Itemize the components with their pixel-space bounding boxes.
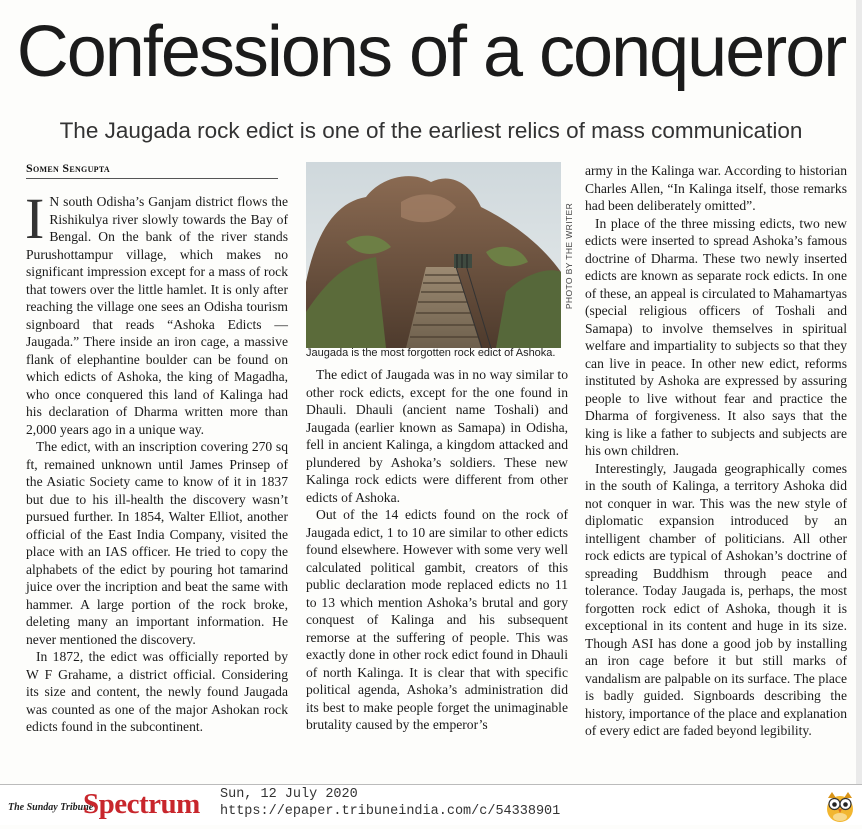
paragraph: Out of the 14 edicts found on the rock of Jaugada edict, 1 to 10 are similar to other edicts found elsewhere. However with some very well calculated political gambit, creators of this public declaration mode replaced edicts no 11 to 13 which mention Ashoka’s brutal and gory conquest of Kalinga and his subsequent remorse at the suffering of people. This was exactly done in other rock edict found in Dhauli of north Kalinga. It is clear that with specific political agenda, Ashoka’s administration did its best to make people forget the unimaginable brutality caused by the emperor’s [306, 507, 568, 732]
article-photo [306, 162, 561, 348]
section-name: Spectrum [83, 788, 200, 820]
drop-cap: I [25, 186, 45, 251]
publication-name: The Sunday Tribune [8, 802, 94, 813]
paragraph: In 1872, the edict was officially reported by W F Grahame, a district official. Considering its size and content, the newly found Jaugada was counted as one of the major Ashokan rock edicts found in the subcontinent. [26, 649, 288, 734]
rock-steps-photo [306, 162, 561, 348]
paragraph [25, 186, 288, 438]
paragraph: In place of the three missing edicts, two new edicts were inserted to spread Ashoka’s famous doctrine of Dharma. These two newly inserted edicts are known as separate rock edicts. In one of these, an appeal is circulated to Mahamartyas (special religious officers of Toshali and Samapa) to involve themselves in spiritual welfare and impartiality to subjects so that they can live in peace. In other new edict, reforms instituted by Ashoka are expressed by assuring people to live without fear and practice the Dharma of forgiveness. It also says that the king is like a father to subjects and subjects are his own children. [585, 215, 847, 458]
paragraph: army in the Kalinga war. According to historian Charles Allen, “In Kalinga itself, those remarks had been deliberately omitted”. [585, 163, 847, 213]
article-column-2 [306, 366, 568, 734]
photo-credit [563, 165, 575, 343]
paragraph: Interestingly, Jaugada geographically comes in the south of Kalinga, a territory Ashoka did not conquer in war. This was the new style of diplomatic expansion introduced by an intelligent chamber of politicians. All other rock edicts are typical of Ashokan’s doctrine of spreading Buddhism through peace and tolerance. Today Jaugada is, perhaps, the most forgotten rock edict of Ashoka, though it is exceptional in its content and huge in its size. Though ASI has done a good job by installing an iron cage before it but still marks of vandalism are palpable on its surface. The place is badly guided. Signboards describing the history, importance of the place and explanation of every edict are faded beyond legibility. [585, 460, 847, 738]
byline: Somen Sengupta [26, 161, 110, 175]
photo-caption: Jaugada is the most forgotten rock edict of Ashoka. [306, 347, 556, 359]
paragraph: The edict, with an inscription covering 270 sq ft, remained unknown until James Prinsep of the Asiatic Society came to know of it in 1837 but due to his ill-health the discovery wasn’t pursued further. In 1854, Walter Elliot, another official of the East India Company, visited the place with an IAS officer. He tried to copy the alphabets of the edict by pouring hot tamarind juice over the incription and beat the same with hammer. A large portion of the rock broke, deleting many an important information. He never mentioned the discovery. [26, 439, 288, 647]
byline-rule [26, 178, 278, 179]
edition-date: Sun, 12 July 2020 [220, 787, 358, 802]
headline: Confessions of a conqueror [16, 12, 846, 92]
scrollbar[interactable] [856, 0, 862, 784]
subheadline: The Jaugada rock edict is one of the earliest relics of mass communication [59, 118, 803, 143]
owl-mascot-icon[interactable] [822, 788, 858, 824]
edition-url-link[interactable]: https://epaper.tribuneindia.com/c/54338901 [220, 804, 561, 819]
paragraph: The edict of Jaugada was in no way similar to other rock edicts, except for the one found in Dhauli. Dhauli (ancient name Toshali) and Jaugada (earlier known as Samapa) in Odisha, fell in ancient Kalinga, a kingdom attacked and plundered by Ashoka’s soldiers. These new Kalinga rock edicts were different from other edicts of Ashoka. [306, 367, 568, 505]
article-column-1 [25, 186, 288, 736]
footer-bar [0, 785, 862, 825]
article-column-3 [585, 162, 847, 740]
photo-credit-text: PHOTO BY THE WRITER [564, 202, 574, 310]
paragraph-text: N south Odisha’s Ganjam district flows the Rishikulya river slowly towards the Bay of Bengal. On the bank of the river stands Purushottampur village, which makes no significant impression except for a mass of rock that towers over the little hamlet. It is only after reaching the village one sees an Odisha tourism signboard that reads “Ashoka Edicts — Jaugada.” There inside an iron cage, a massive flank of elephantine boulder can be found on which edicts of Ashoka, the king of Magadha, who once conquered this land of Kalinga had his declaration of Dharma written more than 2,000 years ago in a unique way. [26, 194, 288, 437]
